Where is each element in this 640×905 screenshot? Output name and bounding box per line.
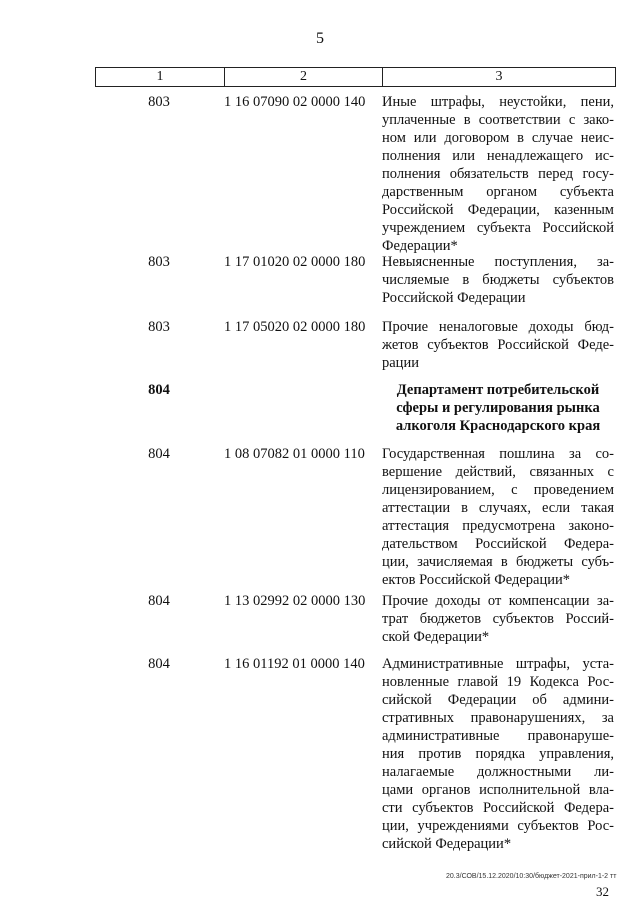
description-line: лицензированием, с проведением xyxy=(382,482,614,498)
description-line: аттестации в случаях, если такая xyxy=(382,500,614,516)
description-line: Департамент потребительской xyxy=(396,382,600,398)
admin-code: 803 xyxy=(148,94,170,110)
income-description xyxy=(382,655,614,853)
description-line: дарственным органом субъекта xyxy=(382,184,614,200)
sheet-number: 32 xyxy=(596,884,609,899)
page-number: 5 xyxy=(316,30,324,47)
description-line: числяемые в бюджеты субъектов xyxy=(382,272,614,288)
admin-code: 804 xyxy=(148,446,170,462)
income-description xyxy=(382,445,614,589)
description-line: сийской Федерации об админи- xyxy=(382,692,614,708)
description-line: уплаченные в соответствии с зако- xyxy=(382,112,614,128)
income-code: 1 16 01192 01 0000 140 xyxy=(224,656,365,672)
description-line: Невыясненные поступления, за- xyxy=(382,254,614,270)
description-line: Прочие неналоговые доходы бюд- xyxy=(382,319,614,335)
description-line: сти субъектов Российской Федера- xyxy=(382,800,614,816)
admin-code: 803 xyxy=(148,319,170,335)
income-description xyxy=(382,592,614,646)
description-line: рации xyxy=(382,355,419,371)
description-line: ции, учреждениями субъектов Рос- xyxy=(382,818,614,834)
description-line: трат бюджетов субъектов Россий- xyxy=(382,611,614,627)
admin-code: 804 xyxy=(148,382,170,398)
description-line: полнения обязательств перед госу- xyxy=(382,166,614,182)
description-line: налагаемые должностными ли- xyxy=(382,764,614,780)
income-description xyxy=(382,318,614,372)
description-line: цами органов исполнительной вла- xyxy=(382,782,614,798)
description-line: учреждением субъекта Российской xyxy=(382,220,614,236)
description-line: вершение действий, связанных с xyxy=(382,464,614,480)
description-line: ния против порядка управления, xyxy=(382,746,614,762)
income-code: 1 16 07090 02 0000 140 xyxy=(224,94,366,110)
description-line: Государственная пошлина за со- xyxy=(382,446,614,462)
income-description xyxy=(382,93,614,255)
income-code: 1 17 05020 02 0000 180 xyxy=(224,319,366,335)
description-line: Российской Федерации xyxy=(382,290,526,306)
income-description xyxy=(382,253,614,307)
column-header-3: 3 xyxy=(495,69,503,84)
description-line: Федерации* xyxy=(382,238,458,254)
description-line: дательством Российской Федера- xyxy=(382,536,614,552)
income-description xyxy=(382,381,614,435)
description-line: новленные главой 19 Кодекса Рос- xyxy=(382,674,614,690)
description-line: ской Федерации* xyxy=(382,629,490,645)
income-code: 1 08 07082 01 0000 110 xyxy=(224,446,365,462)
description-line: стративных правонарушениях, за xyxy=(382,710,614,726)
income-code: 1 13 02992 02 0000 130 xyxy=(224,593,366,609)
description-line: Административные штрафы, уста- xyxy=(382,656,614,672)
description-line: жетов субъектов Российской Феде- xyxy=(382,337,614,353)
footer-reference: 20.3/СОВ/15.12.2020/10:30/бюджет-2021-прил-1-2 тт xyxy=(446,873,617,880)
description-line: сферы и регулирования рынка xyxy=(396,400,600,416)
description-line: алкоголя Краснодарского края xyxy=(395,418,601,434)
description-line: полнения или ненадлежащего ис- xyxy=(382,148,614,164)
description-line: Иные штрафы, неустойки, пени, xyxy=(382,94,614,110)
admin-code: 804 xyxy=(148,656,170,672)
table-header xyxy=(95,67,616,87)
description-line: ектов Российской Федерации* xyxy=(382,572,570,588)
column-header-2: 2 xyxy=(225,68,383,86)
description-line: аттестация предусмотрена законо- xyxy=(382,518,614,534)
description-line: ном или договором в случае неис- xyxy=(382,130,614,146)
income-code: 1 17 01020 02 0000 180 xyxy=(224,254,366,270)
description-line: ции, зачисляемая в бюджеты субъ- xyxy=(382,554,614,570)
admin-code: 804 xyxy=(148,593,170,609)
description-line: Прочие доходы от компенсации за- xyxy=(382,593,614,609)
admin-code: 803 xyxy=(148,254,170,270)
description-line: Российской Федерации, казенным xyxy=(382,202,614,218)
column-header-1: 1 xyxy=(96,68,225,86)
description-line: сийской Федерации* xyxy=(382,836,512,852)
description-line: административные правонаруше- xyxy=(382,728,614,744)
